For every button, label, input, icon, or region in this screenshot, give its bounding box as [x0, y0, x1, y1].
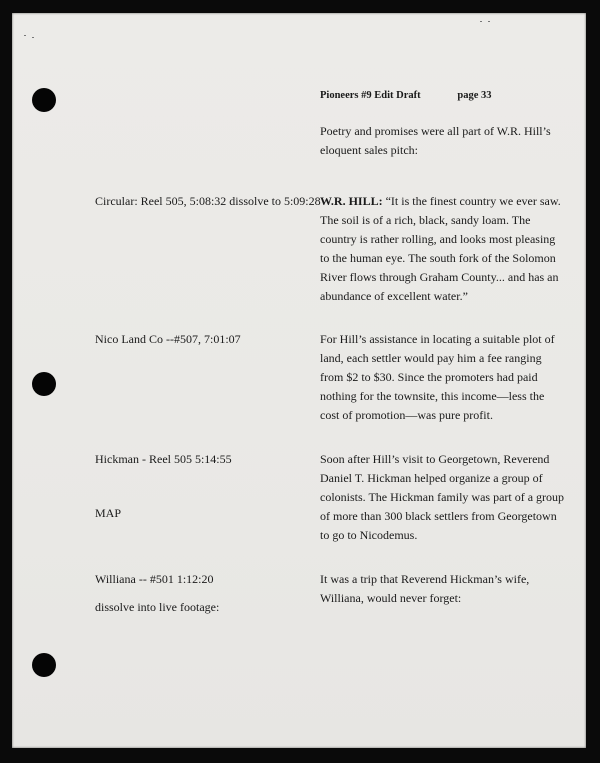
- paper-speck: [32, 37, 34, 38]
- shot-note-map: MAP: [95, 506, 122, 520]
- speaker-label: W.R. HILL:: [320, 194, 383, 208]
- binder-hole-top: [32, 88, 56, 112]
- paper-speck: [24, 35, 26, 36]
- narration-paragraph-4: Soon after Hill’s visit to Georgetown, Reverend Daniel T. Hickman helped organize a group of colonists. The Hickman family was part of a group of more than 300 black settlers from Georgetown to go to Nicodemus.: [320, 452, 565, 542]
- narration-paragraph-1: Poetry and promises were all part of W.R. Hill’s eloquent sales pitch:: [320, 124, 551, 157]
- header-title: Pioneers #9 Edit Draft: [320, 90, 421, 101]
- quote-text: “It is the finest country we ever saw. The soil is of a rich, black, sandy loam. The country is rather rolling, and looks most pleasing to the human eye. The south fork of the Solomon River flows through Graham County... and has an abundance of excellent water.”: [320, 194, 561, 303]
- paper-speck: [480, 21, 482, 22]
- shot-note-dissolve: dissolve into live footage:: [95, 600, 220, 614]
- narration-paragraph-3: For Hill’s assistance in locating a suitable plot of land, each settler would pay him a fee ranging from $2 to $30. Since the promoters had paid nothing for the townsite, this income—less the cost of promotion—was pure profit.: [320, 332, 555, 422]
- shot-note-circular: Circular: Reel 505, 5:08:32 dissolve to 5:09:28: [95, 194, 321, 208]
- paper-speck: [488, 21, 490, 22]
- page-header: [320, 86, 491, 105]
- document-page: [12, 13, 586, 748]
- binder-hole-middle: [32, 372, 56, 396]
- shot-note-williana: Williana -- #501 1:12:20: [95, 572, 214, 586]
- narration-paragraph-5: It was a trip that Reverend Hickman’s wife, Williana, would never forget:: [320, 572, 530, 605]
- shot-note-nico-land: Nico Land Co --#507, 7:01:07: [95, 332, 241, 346]
- narration-paragraph-2: [320, 192, 565, 306]
- header-page-number: page 33: [457, 90, 492, 101]
- binder-hole-bottom: [32, 653, 56, 677]
- shot-note-hickman: Hickman - Reel 505 5:14:55: [95, 452, 232, 466]
